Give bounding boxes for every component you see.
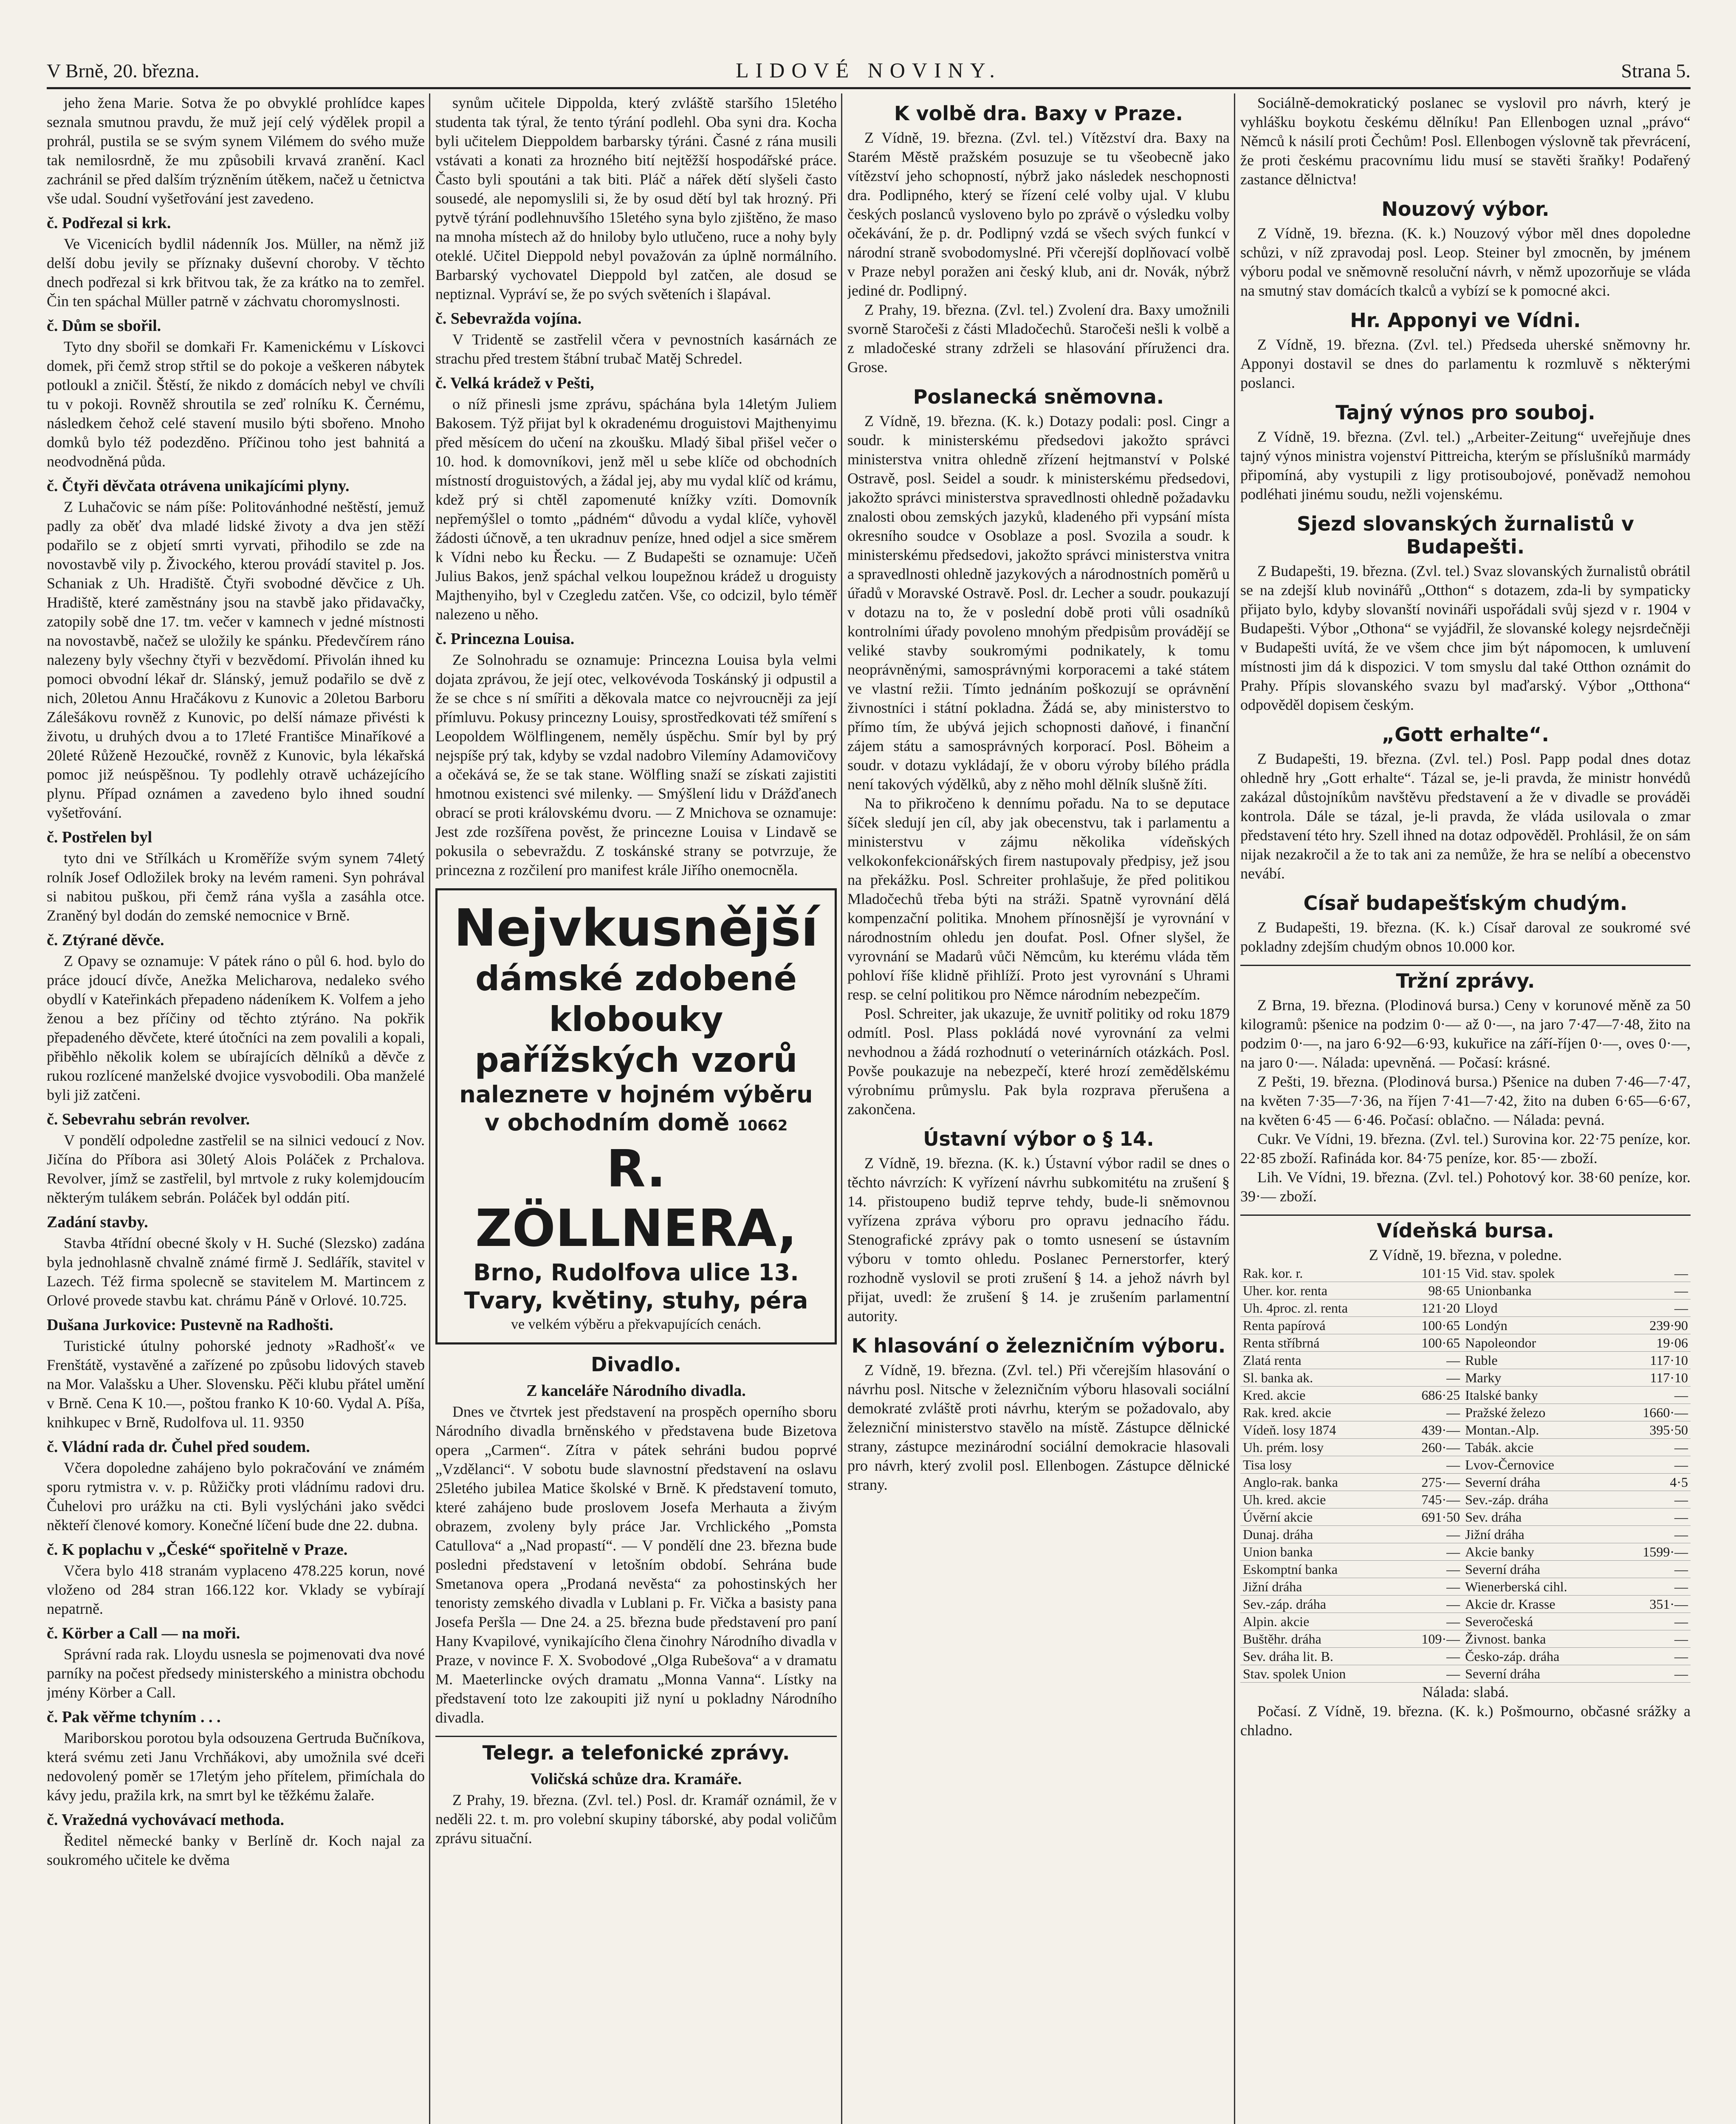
table-row: [1240, 1596, 1691, 1613]
table-cell: 98·65: [1400, 1282, 1463, 1299]
table-cell: Severní dráha: [1462, 1665, 1617, 1683]
table-cell: Stav. spolek Union: [1240, 1665, 1400, 1683]
table-cell: Sev. dráha lit. B.: [1240, 1648, 1400, 1665]
article-heading: Z kanceláře Národního divadla.: [526, 1382, 746, 1400]
table-cell: Sev.-záp. dráha: [1240, 1596, 1400, 1613]
article-text: Z Vídně, 19. března. (Zvl. tel.) „Arbeiter-Zeitung“ uveřejňuje dnes tajný výnos ministra vojenství Pittreicha, kterým se příslušníků marmády připomíná, aby vystupili z ligy protisoubojové, poněvadž nemohou podléhati jinému soudu, nežli vojenskému.: [1240, 428, 1691, 503]
ad-subheadline: pařížských vzorů: [474, 1040, 798, 1080]
ad-line: Tvary, květiny, stuhy, péra: [464, 1287, 808, 1314]
table-cell: —: [1400, 1369, 1463, 1387]
table-cell: 686·25: [1400, 1387, 1463, 1404]
table-cell: —: [1617, 1526, 1691, 1543]
table-cell: Zlatá renta: [1240, 1352, 1400, 1369]
table-row: [1240, 1282, 1691, 1299]
section-heading: „Gott erhalte“.: [1382, 723, 1549, 746]
section-heading: Poslanecká sněmovna.: [913, 385, 1164, 408]
article-heading: č. Sebevražda vojína.: [435, 310, 582, 328]
table-cell: Napoleondor: [1462, 1334, 1617, 1352]
ad-code: 10662: [737, 1117, 788, 1134]
article-text: Z Budapešti, 19. března. (Zvl. tel.) Svaz slovanských žurnalistů obrátil se na zdejší klub novinářů „Otthon“ s dotazem, zda-li by sympaticky přijato bylo, kdyby slovanští novináři uspořádali svůj sjezd v r. 1904 v Budapešti. Výbor „Othona“ se vyjádřil, že slovanské kolegy nejsrdečněji v Budapešti uvítá, že ve všem chce jim být nápomocen, k umluvení místnosti jim dá k dispozici. V tom smyslu dal také Otthon oznámit do Prahy. Přípis slovanského svazu byl maďarský. Výbor „Otthona“ odpověděl dopisem českým.: [1240, 562, 1691, 713]
table-cell: Unionbanka: [1462, 1282, 1617, 1299]
section-heading: Vídeňská bursa.: [1240, 1215, 1691, 1242]
article-heading: Zadání stavby.: [47, 1213, 148, 1231]
table-cell: Montan.-Alp.: [1462, 1421, 1617, 1439]
table-cell: Londýn: [1462, 1317, 1617, 1334]
table-cell: —: [1617, 1265, 1691, 1282]
table-row: [1240, 1352, 1691, 1369]
table-cell: Uh. 4proc. zl. renta: [1240, 1299, 1400, 1317]
table-cell: Sl. banka ak.: [1240, 1369, 1400, 1387]
ad-address: Brno, Rudolfova ulice 13.: [473, 1259, 799, 1286]
table-cell: Česko-záp. dráha: [1462, 1648, 1617, 1665]
table-row: [1240, 1543, 1691, 1561]
table-cell: 117·10: [1617, 1369, 1691, 1387]
article-text: Na to přikročeno k dennímu pořadu. Na to se deputace šíček sledují jen cíl, aby jak obecenstvu, tak i parlamentu a ministerstvu v zájmu několika vídeňských velkokonfekcionářských firem nastupovaly předpisy, jež jsou na překážku. Posl. Schreiter prohlašuje, že před politikou Mladočechů třeba býti na stráži. Spatně vyrovnání dělá kompenzační politika. Mnohem přínosnější je vyrovnání v národnostním ohledu jen doufat. Posl. Ofner slyšel, že vyrovnání se Madarů vůči Němcům, ku kterému vláda těm pohloví říše klidně přihlíží. Proto jest vyrovnání s Uhrami resp. se celní politikou pro Němce národním nebezpečím.: [847, 795, 1230, 1003]
table-cell: 1599·—: [1617, 1543, 1691, 1561]
zollner-advertisement: [435, 888, 837, 1344]
article-text: Včera dopoledne zahájeno bylo pokračování ve známém sporu rytmistra v. v. p. Růžičky proti vládnímu radovi dru. Čuhelovi pro urážku na cti. Byli vyslýcháni jako svědci někteří členové komory. Konečné líčení bude dne 22. dubna.: [47, 1459, 425, 1534]
table-cell: Tabák. akcie: [1462, 1439, 1617, 1456]
header-date: V Brně, 20. března.: [47, 60, 200, 82]
table-row: [1240, 1665, 1691, 1683]
ad-line: ve velkém výběru a překvapujících cenách.: [511, 1316, 762, 1332]
market-text: Cukr. Ve Vídni, 19. března. (Zvl. tel.) Surovina kor. 22·75 peníze, kor. 22·85 zboží. Rafináda kor. 84·75 peníze, kor. 85·— zboží.: [1240, 1130, 1691, 1167]
table-row: [1240, 1456, 1691, 1474]
table-row: [1240, 1369, 1691, 1387]
section-heading: K volbě dra. Baxy v Praze.: [894, 102, 1183, 125]
table-cell: Jižní dráha: [1462, 1526, 1617, 1543]
article-text: Ředitel německé banky v Berlíně dr. Koch najal za soukromého učitele ke dvěma: [47, 1832, 425, 1868]
table-cell: 121·20: [1400, 1299, 1463, 1317]
article-text: Z Budapešti, 19. března. (Zvl. tel.) Posl. Papp podal dnes dotaz ohledně hry „Gott erhalte“. Tázal se, je-li pravda, že ministr honvédů zakázal důstojníkům navštěvu představení a že v divadle se prováděi kontrola. Dále se tázal, je-li pravda, že vláda usilovala o zmar představení této hry. Szell ihned na dotaz odpověděl. Prohlásil, že on sám nijak nezakročil a že to tak ani za nemůže, že hra se nelíbí a obecenstvo nevábí.: [1240, 750, 1691, 882]
article-heading: č. Ztýrané děvče.: [47, 931, 164, 949]
section-heading: Ústavní výbor o § 14.: [923, 1127, 1154, 1150]
table-cell: —: [1400, 1648, 1463, 1665]
article-text: Ve Vicenicích bydlil nádenník Jos. Müller, na němž již delší dobu jevily se příznaky duševní choroby. V těchto dnech podřezal si krk břitvou tak, že za krátko na to zemřel. Čin ten spáchal Müller patrně v záchvatu choromyslnosti.: [47, 235, 425, 310]
column-1: [47, 93, 425, 2124]
section-heading: Sjezd slovanských žurnalistů v Budapešti.: [1297, 512, 1634, 558]
table-cell: 101·15: [1400, 1265, 1463, 1282]
table-cell: Uher. kor. renta: [1240, 1282, 1400, 1299]
table-cell: Marky: [1462, 1369, 1617, 1387]
table-cell: —: [1617, 1387, 1691, 1404]
table-row: [1240, 1630, 1691, 1648]
exchange-table: [1240, 1265, 1691, 1683]
table-cell: Živnost. banka: [1462, 1630, 1617, 1648]
table-row: [1240, 1474, 1691, 1491]
table-cell: —: [1400, 1456, 1463, 1474]
column-3: [847, 93, 1230, 2124]
table-cell: 351·—: [1617, 1596, 1691, 1613]
table-cell: 117·10: [1617, 1352, 1691, 1369]
ad-line: v obchodním domě: [484, 1109, 730, 1136]
table-cell: Severočeská: [1462, 1613, 1617, 1630]
article-heading: č. Čtyři děvčata otrávena unikajícími plyny.: [47, 477, 350, 495]
table-cell: —: [1617, 1439, 1691, 1456]
table-cell: 239·90: [1617, 1317, 1691, 1334]
table-cell: —: [1400, 1613, 1463, 1630]
table-row: [1240, 1265, 1691, 1282]
section-heading: Divadlo.: [591, 1353, 681, 1376]
table-cell: Renta stříbrná: [1240, 1334, 1400, 1352]
market-text: Z Brna, 19. března. (Plodinová bursa.) Ceny v korunové měně za 50 kilogramů: pšenice na podzim 0·— až 0·—, na jaro 7·47—7·48, žito na podzim 0·—, na jaro 6·92—6·93, kukuřice na září-říjen 0·—, oves 0·—, na jaro 0·—. Nálada: upevněná. — Počasí: krásné.: [1240, 997, 1691, 1071]
table-cell: Tisa losy: [1240, 1456, 1400, 1474]
table-cell: Kred. akcie: [1240, 1387, 1400, 1404]
table-cell: —: [1400, 1526, 1463, 1543]
notice-heading: Dušana Jurkovice: Pustevně na Radhošti.: [47, 1316, 333, 1334]
table-row: [1240, 1404, 1691, 1421]
table-cell: Ruble: [1462, 1352, 1617, 1369]
article-heading: č. K poplachu v „České“ spořitelně v Praze.: [47, 1541, 348, 1559]
section-heading: Nouzový výbor.: [1381, 198, 1550, 220]
article-text: Z Luhačovic se nám píše: Politovánhodné neštěstí, jemuž padly za oběť dva mladé lidské životy a dva jen stěží podařilo se z objetí smrti vyrvati, přihodilo se zde na novostavbě vily p. Živockého, kterou provádí stavitel p. Jos. Schaniak z Uh. Hradiště. Čtyři svobodné děvčice z Uh. Hradiště, které zaměstnány jsou na stavbě jako přidavačky, zatopily sobě dne 17. tm. večer v kamnech v jedné místnosti na novostavbě, načež se uložily ke spánku. Předevčírem ráno nalezeny byly všechny čtyři v bezvědomí. Přivolán ihned ku pomoci obvodní lékař dr. Slánský, jemuž podařilo se dvě z nich, 20letou Annu Hračákovu z Kunovic a 20letou Barboru Zálešákovu rovněž z Kunovic, po delší námaze přivésti k životu, u druhých dvou a to 17leté Františce Minaříkové a 20leté Růženě Hezoučké, rovněž z Kunovic, byla lékařská pomoc již neúspěšnou. Ty podlehly otravě ucházejícího plynu. Případ oznámen a zavedeno bylo ihned soudní vyšetřování.: [47, 498, 425, 821]
article-text: Z Vídně, 19. března. (Zvl. tel.) Předseda uherské sněmovny hr. Apponyi dostavil se dnes do parlamentu k rozmluvě s některými poslanci.: [1240, 336, 1691, 391]
table-cell: Lloyd: [1462, 1299, 1617, 1317]
article-text: Dnes ve čtvrtek jest představení na prospěch operního sboru Národního divadla brněnského v představena bude Bizetova opera „Carmen“. Zítra v pátek sehráni budou poprvé „Vzdělanci“. V sobotu bude slavnostní představení na oslavu 25letého jubilea Matice školské v Brně. K představení tomuto, které zahájeno bude proslovem Josefa Merhauta a živým obrazem, zvoleny byly práce Jar. Vrchlického „Pomsta Catullova“ a „Nad propastí“. — V pondělí dne 23. března bude posledni představení v letošním období. Sehrána bude Smetanova opera „Prodaná nevěsta“ za pohostinských her tenoristy zemského divadla v Lublani p. Fr. Vička a basisty pana Josefa Peršla — Dne 24. a 25. března bude představení pro paní Hany Kvapilové, vynikajícího člena činohry Národního divadla v Praze, v novince F. X. Svobodové „Olga Rubešova“ a v dramatu M. Maeterlincke ových dramatu „Monna Vanna“. Lístky na představení toto lze zakoupiti již nyní u pokladny Národního divadla.: [435, 1403, 837, 1726]
table-cell: Anglo-rak. banka: [1240, 1474, 1400, 1491]
table-cell: Union banka: [1240, 1543, 1400, 1561]
article-text: Z Vídně, 19. března. (K. k.) Ústavní výbor radil se dnes o těchto návrzích: K vyřízení návrhu subkomitétu na zrušení § 14. přistoupeno budiž teprve tehdy, bude-li sněmovnou vyřízena zpráva výboru pro opravu jednacího řádu. Stenografické zprávy pak o tomto usnesení se ústavním výboru v tomto ohledu. Poslanec Pernerstorfer, který rozhodně vyslovil se proti zrušení § 14. a jehož návrh byl přijat, uvedl: že zrušení § 14. je zrušením parlamentní autority.: [847, 1155, 1230, 1325]
table-cell: —: [1617, 1648, 1691, 1665]
table-cell: 100·65: [1400, 1334, 1463, 1352]
article-heading: č. Velká krádež v Pešti,: [435, 374, 594, 392]
table-row: [1240, 1334, 1691, 1352]
table-cell: —: [1617, 1561, 1691, 1578]
section-heading: Tržní zprávy.: [1240, 965, 1691, 992]
article-heading: č. Postřelen byl: [47, 828, 152, 846]
page-number: Strana 5.: [1621, 60, 1691, 82]
column-4: [1240, 93, 1691, 2124]
article-heading: č. Dům se sbořil.: [47, 317, 161, 335]
table-cell: 275·—: [1400, 1474, 1463, 1491]
table-cell: —: [1400, 1561, 1463, 1578]
article-text: Z Vídně, 19. března. (Zvl. tel.) Vítězství dra. Baxy na Starém Městě pražském posuzuje se tu všeobecně jako vítězství jeho schopností, nýbrž jako následek neschopnosti dra. Podlipného, který se řízení celé volby ujal. V klubu českých poslanců vysloveno bylo po zprávě o výsledku volby očekávání, že p. dr. Podlipný vzdá se všech svých funkcí v národní straně svobodomyslné. Při včerejší doplňovací volbě v Praze nebyl poražen ani český klub, ani dr. Novák, nýbrž jediné dr. Podlipný.: [847, 129, 1230, 299]
weather-text: Počasí. Z Vídně, 19. března. (K. k.) Pošmourno, občasné srážky a chladno.: [1240, 1703, 1691, 1739]
table-cell: —: [1400, 1404, 1463, 1421]
table-cell: —: [1617, 1630, 1691, 1648]
page-header: [47, 51, 1691, 89]
article-text: Z Vídně, 19. března. (Zvl. tel.) Při včerejším hlasování o návrhu posl. Nitsche v železničním výboru hlasovali sociální demokraté zvláště proti návrhu, kterým se požadovalo, aby železniční ministerstvo stavělo na místě. Zástupce dělnické strany, zástupce mezinárodní sociální demokracie hlasovali pro návrh, který zvolil posl. Ellenbogen. Zástupce dělnické strany.: [847, 1361, 1230, 1493]
article-text: Stavba 4třídní obecné školy v H. Suché (Slezsko) zadána byla jednohlasně chvalně známé firmě J. Sedlářík, stavitel v Lazech. Též firma spolecně se stavitelem M. Martincem z Orlové provede stavbu kat. chrámu Páně v Orlové. 10.725.: [47, 1234, 425, 1309]
article-text: Tyto dny sbořil se domkaři Fr. Kamenickému v Lískovci domek, při čemž strop střtil se do pokoje a veškeren nábytek potloukl a zničil. Štěstí, že nikdo z domácích nebyl ve chvíli tu v pokoji. Rovněž shroutila se zeď rolníku K. Černému, následkem čehož celé stavení musilo býti sbořeno. Mnoho domků bylo též podezděno. Příčinou toho jest bahnitá a neodvodněná půda.: [47, 338, 425, 470]
section-heading: Tajný výnos pro souboj.: [1335, 401, 1595, 424]
table-cell: Jižní dráha: [1240, 1578, 1400, 1596]
table-cell: Buštěhr. dráha: [1240, 1630, 1400, 1648]
article-text: Včera bylo 418 stranám vyplaceno 478.225 korun, nové vloženo od 284 stran 166.122 kor. Vklady se vybírají nepatrně.: [47, 1562, 425, 1617]
table-cell: 4·5: [1617, 1474, 1691, 1491]
section-heading: Císař budapešťským chudým.: [1303, 892, 1628, 915]
article-text: Mariborskou porotou byla odsouzena Gertruda Bučníkova, která svému zeti Janu Vrchňákovi, aby umožnila své dceři nedovolený poměr se 17letým jeho přítelem, přimíchala do kávy jedu, pražila krk, na smrt byl ke těžkému žalaře.: [47, 1729, 425, 1804]
table-cell: Lvov-Černovice: [1462, 1456, 1617, 1474]
article-text: V pondělí odpoledne zastřelil se na silnici vedoucí z Nov. Jičína do Příbora asi 30letý Alois Poláček z Prchalova. Revolver, jímž se zastřelil, byl mrtvole z ruky kolemjdoucím některým tulákem sebrán. Poláček byl oddán pití.: [47, 1132, 425, 1206]
table-cell: —: [1400, 1596, 1463, 1613]
market-text: Z Pešti, 19. března. (Plodinová bursa.) Pšenice na duben 7·46—7·47, na květen 7·35—7·36, na říjen 7·41—7·42, žito na duben 6·65—6·67, na květen 6·45 — 6·46. Počasí: oblačno. — Nálada: pevná.: [1240, 1073, 1691, 1128]
table-row: [1240, 1491, 1691, 1508]
ad-company: R. ZÖLLNERA,: [475, 1140, 797, 1258]
article-text: Z Prahy, 19. března. (Zvl. tel.) Posl. dr. Kramář oznámil, že v neděli 22. t. m. pro volební skupiny táborské, aby podal voličům zprávu situační.: [435, 1791, 837, 1847]
table-cell: —: [1617, 1508, 1691, 1526]
table-row: [1240, 1317, 1691, 1334]
article-text: V Tridentě se zastřelil včera v pevnostních kasárnách ze strachu před trestem štábní trubač Matěj Schredel.: [435, 331, 837, 367]
table-row: [1240, 1578, 1691, 1596]
article-text: Správní rada rak. Lloydu usnesla se pojmenovati dva nové parníky na počest předsedy ministerského a ministra obchodu jmény Körber a Call.: [47, 1646, 425, 1701]
masthead-title: LIDOVÉ NOVINY.: [736, 58, 1002, 82]
table-cell: Dunaj. dráha: [1240, 1526, 1400, 1543]
article-heading: č. Podřezal si krk.: [47, 214, 171, 232]
table-cell: —: [1400, 1578, 1463, 1596]
table-cell: Severní dráha: [1462, 1474, 1617, 1491]
table-cell: 745·—: [1400, 1491, 1463, 1508]
table-cell: Vídeň. losy 1874: [1240, 1421, 1400, 1439]
table-cell: Eskomptní banka: [1240, 1561, 1400, 1578]
table-cell: 109·—: [1400, 1630, 1463, 1648]
table-row: [1240, 1387, 1691, 1404]
article-heading: č. Sebevrahu sebrán revolver.: [47, 1110, 250, 1128]
article-text: o níž přinesli jsme zprávu, spáchána byla 14letým Juliem Bakosem. Týž přijat byl k okradenému droguistovi Majthenyimu před měsícem do učení na zkoušku. Mladý šibal přišel večer o 10. hod. k domovníkovi, jenž měl u sebe klíče od obchodních místností droguistových, a žádal jej, aby mu vydal klíč od krámu, kdež prý si chtěl zapomenuté knížky vzíti. Domovník nepřemýšlel o tomto „pádném“ důvodu a vydal klíče, vyhověl žádosti účnově, a ten ukradnuv peníze, hned odjel a sice směrem k Vídni nebo ku Řecku. — Z Budapešti se oznamuje: Učeň Julius Bakos, jenž spáchal velkou loupežnou krádež u droguisty Majthenyiho, byl v Czegledu zatčen. Vše, co odcizil, bylo téměř nalezeno u něho.: [435, 395, 837, 623]
article-text: synům učitele Dippolda, který zvláště staršího 15letého studenta tak týral, že tento týrání podlehl. Oba syni dra. Kocha byli učitelem Dieppoldem barbarsky týráni. Časné z rána musili vstávati a konati za hrozného bití nejtěžší hospodářské práce. Často byli spoutáni a tak biti. Pláč a nářek dětí slyšeli často sousedé, ale nepomyslili si, že by osud dětí byl tak hrozný. Při pytvě týrání podlehnuvšího 15letého syna bylo zjištěno, že maso na mnoha místech až do hniloby bylo utlučeno, ruce a nohy byly oteklé. Učitel Dieppold nebyl považován za úplně normálního. Barbarský vychovatel Dieppold byl zatčen, ale dosud se neptiznal. Vypráví se, že po svých světeních i šlapával.: [435, 94, 837, 302]
table-cell: Sev. dráha: [1462, 1508, 1617, 1526]
table-row: [1240, 1508, 1691, 1526]
article-text: Ze Solnohradu se oznamuje: Princezna Louisa byla velmi dojata zprávou, že její otec, velkovévoda Toskánský ji odpustil a že se chce s ní smířiti a děkovala matce co nejvroucněji za její přímluvu. Pokusy princezny Louisy, sprostředkovati též smíření s Leopoldem Wölflingenem, neměly úspěchu. Smír byl by prý nejspíše prý tak, kdyby se vzdal nadobro Vilemíny Adamovičovy a očekává se, že se tak stane. Wölfling snaží se získati zajistiti hmotnou existenci své milenky. — Smýšlení lidu v Drážďanech obrací se proti královskému dvoru. — Z Mnichova se oznamuje: Jest zde rozšířena pověst, že princezne Louisa v Lindavě se pokusila o sebevraždu. Z toskánské strany se potvrzuje, že princezna z rozčilení pro manifest krále Jiřího onemocněla.: [435, 651, 837, 878]
table-cell: —: [1617, 1456, 1691, 1474]
table-cell: —: [1617, 1282, 1691, 1299]
table-cell: Pražské železo: [1462, 1404, 1617, 1421]
ad-subheadline: dámské zdobené klobouky: [475, 959, 797, 1039]
market-text: Z Vídně, 19. března, v poledne.: [1369, 1246, 1562, 1263]
table-row: [1240, 1613, 1691, 1630]
table-cell: Uh. kred. akcie: [1240, 1491, 1400, 1508]
article-text: tyto dni ve Střílkách u Kroměříže svým synem 74letý rolník Josef Odložilek broky na levém rameni. Syn pohrával si nabitou puškou, při čemž rána vyšla a zasáhla otce. Zraněný byl dodán do zemské nemocnice v Brně.: [47, 850, 425, 924]
article-heading: č. Vládní rada dr. Čuhel před soudem.: [47, 1438, 310, 1456]
table-cell: Akcie dr. Krasse: [1462, 1596, 1617, 1613]
article-heading: Voličská schůze dra. Kramáře.: [530, 1770, 742, 1788]
table-row: [1240, 1299, 1691, 1317]
table-cell: —: [1617, 1491, 1691, 1508]
table-cell: 1660·—: [1617, 1404, 1691, 1421]
table-cell: Úvěrní akcie: [1240, 1508, 1400, 1526]
market-text: Lih. Ve Vídni, 19. března. (Zvl. tel.) Pohotový kor. 38·60 peníze, kor. 39·— zboží.: [1240, 1169, 1691, 1205]
table-cell: Wienerberská cihl.: [1462, 1578, 1617, 1596]
section-heading: Telegr. a telefonické zprávy.: [435, 1736, 837, 1764]
table-cell: Alpin. akcie: [1240, 1613, 1400, 1630]
table-cell: —: [1400, 1665, 1463, 1683]
table-cell: 691·50: [1400, 1508, 1463, 1526]
section-heading: K hlasování o železničním výboru.: [851, 1334, 1226, 1357]
table-cell: 260·—: [1400, 1439, 1463, 1456]
ad-line: nalezneте v hojném výběru: [459, 1081, 813, 1108]
table-cell: Akcie banky: [1462, 1543, 1617, 1561]
article-text: Z Budapešti, 19. března. (K. k.) Císař daroval ze soukromé své pokladny zdejším chudým obnos 10.000 kor.: [1240, 919, 1691, 955]
article-heading: č. Körber a Call — na moři.: [47, 1624, 240, 1642]
column-divider: [429, 93, 430, 2124]
table-row: [1240, 1526, 1691, 1543]
article-heading: č. Pak věřme tchyním . . .: [47, 1708, 221, 1726]
table-row: [1240, 1648, 1691, 1665]
article-text: Z Vídně, 19. března. (K. k.) Dotazy podali: posl. Cingr a soudr. k ministerskému předsedovi jakožto správci ministerstva vnitra ohledně zřízení hejtmanství v Polské Ostravě, posl. Seidel a soudr. k ministerskému předsedovi, jakožto správci ministerstva spravedlnosti ohledně požadavku znalosti obou zemských jazyků, kladeného při vypsání místa okresního soudce v Osoblaze a posl. Svozila a soudr. k ministerskému předsedovi, jakožto správci ministerstva vnitra a spravedlnosti ohledně jazykových a národnostních poměrů u úřadů v Moravské Ostravě. Posl. dr. Lecher a soudr. poukazují v dotazu na to, že v poslední době proti vůli osadníků kontrolními úřady povoleno mnohým předpisům provádějí se veliké stavby soukromými podnikately, k tomu neoprávněnými, samosprávnými korporacemi a také státem ve vlastní režii. Tímto jednáním poškozují se oprávnění živnostníci i státní pokladna. Žádá se, aby ministerstvo to přímo tím, že ubývá jejich schopnosti daňové, i finanční zájem státu a samosprávných korporací. Posl. Böheim a soudr. v dotazu vykládají, že v oboru výroby bílého prádla není takových výdělků, aby z něho mohl dělník slušně žíti.: [847, 412, 1230, 793]
table-cell: —: [1617, 1613, 1691, 1630]
column-divider: [1234, 93, 1235, 2124]
table-row: [1240, 1439, 1691, 1456]
article-text: Posl. Schreiter, jak ukazuje, že uvnitř politiky od roku 1879 odmítl. Posl. Plass pokládá nové vyrovnání za velmi nevhodnou a žádá rozhodnutí o veterinárních otázkách. Posl. Povše poukazuje na nebezpečí, které hrozí zemědělskému výrobnímu průmyslu. Pak byla rozprava přerušena a zakončena.: [847, 1005, 1230, 1118]
table-cell: Renta papírová: [1240, 1317, 1400, 1334]
article-heading: č. Princezna Louisa.: [435, 630, 575, 648]
table-cell: —: [1400, 1543, 1463, 1561]
article-text: jeho žena Marie. Sotva že po obvyklé prohlídce kapes seznala smutnou pravdu, že muž její celý výdělek propil a prohrál, pustila se se svým synem Vilémem do svého muže tak nemilosrdně, že mu způsobili krvavá zranění. Kacl zachránil se před dalším trýzněním útěkem, načež u četnictva vše udal. Soudní vyšetřování jest zavedeno.: [47, 94, 425, 207]
table-cell: Italské banky: [1462, 1387, 1617, 1404]
article-text: Z Prahy, 19. března. (Zvl. tel.) Zvolení dra. Baxy umožnili svorně Staročeši z části Mladočechů. Staročeši nešli k volbě a z mladočeské strany zdrželi se hlasování příruženci dra. Grose.: [847, 301, 1230, 376]
section-heading: Hr. Apponyi ve Vídni.: [1350, 309, 1581, 332]
table-cell: 100·65: [1400, 1317, 1463, 1334]
article-heading: č. Vražedná vychovávací methoda.: [47, 1811, 285, 1829]
table-row: [1240, 1421, 1691, 1439]
header-rule: [47, 87, 1691, 89]
table-cell: —: [1617, 1299, 1691, 1317]
table-cell: Vid. stav. spolek: [1462, 1265, 1617, 1282]
table-cell: —: [1400, 1352, 1463, 1369]
table-row: [1240, 1561, 1691, 1578]
table-cell: —: [1617, 1578, 1691, 1596]
table-cell: 395·50: [1617, 1421, 1691, 1439]
table-cell: Rak. kor. r.: [1240, 1265, 1400, 1282]
article-text: Z Vídně, 19. března. (K. k.) Nouzový výbor měl dnes dopoledne schůzi, v níž zpravodaj posl. Leop. Steiner byl zmocněn, by jménem výboru podal ve sněmovně resoluční návrh, v němž upozorňuje se vláda na smutný stav domácích tkalců a vybízí se k pomocné akci.: [1240, 225, 1691, 299]
table-cell: 439·—: [1400, 1421, 1463, 1439]
table-cell: —: [1617, 1665, 1691, 1683]
table-cell: 19·06: [1617, 1334, 1691, 1352]
market-mood: Nálada: slabá.: [1422, 1683, 1509, 1700]
article-text: Z Opavy se oznamuje: V pátek ráno o půl 6. hod. bylo do práce jdoucí dívče, Anežka Melicharova, nedaleko svého obydlí v Kateřinkách přepadeno nádeníkem K. Volfem a jeho ženou a bez příčiny od těchto ztýráno. Na pokřik přepadeného děvčete, které útočníci na zem povalili a kopali, přiběhlo několik kolem se ubírajících dělníků a děvče z rukou rozlícené manželské dvojice vysvobodili. Oba manželé byli již zatčeni.: [47, 952, 425, 1103]
table-cell: Severní dráha: [1462, 1561, 1617, 1578]
table-cell: Rak. kred. akcie: [1240, 1404, 1400, 1421]
column-divider: [841, 93, 842, 2124]
ad-headline: Nejvkusnější: [454, 899, 819, 958]
column-2: [435, 93, 837, 2124]
article-text: Sociálně-demokratický poslanec se vyslovil pro návrh, který je vyhlášku boykotu českému dělníku! Pan Ellenbogen uznal „právo“ Němců k násilí proti Čechům! Posl. Ellenbogen výslovně tak převrácení, že proti českému pracovnímu lidu musí se stavěti šraňky! Podařený zastance dělnictva!: [1240, 94, 1691, 188]
table-cell: Uh. prém. losy: [1240, 1439, 1400, 1456]
table-cell: Sev.-záp. dráha: [1462, 1491, 1617, 1508]
notice-text: Turistické útulny pohorské jednoty »Radhošť« ve Frenštátě, vystavěné a zařízené po způsobu lidových staveb na Mor. Valašsku a Uher. Slovensku. Pěči klubu přátel umění v Brně. Cena K 10.—, poštou franko K 10·60. Vydal A. Píša, knihkupec v Brně, Rudolfova ul. 11. 9350: [47, 1337, 425, 1431]
